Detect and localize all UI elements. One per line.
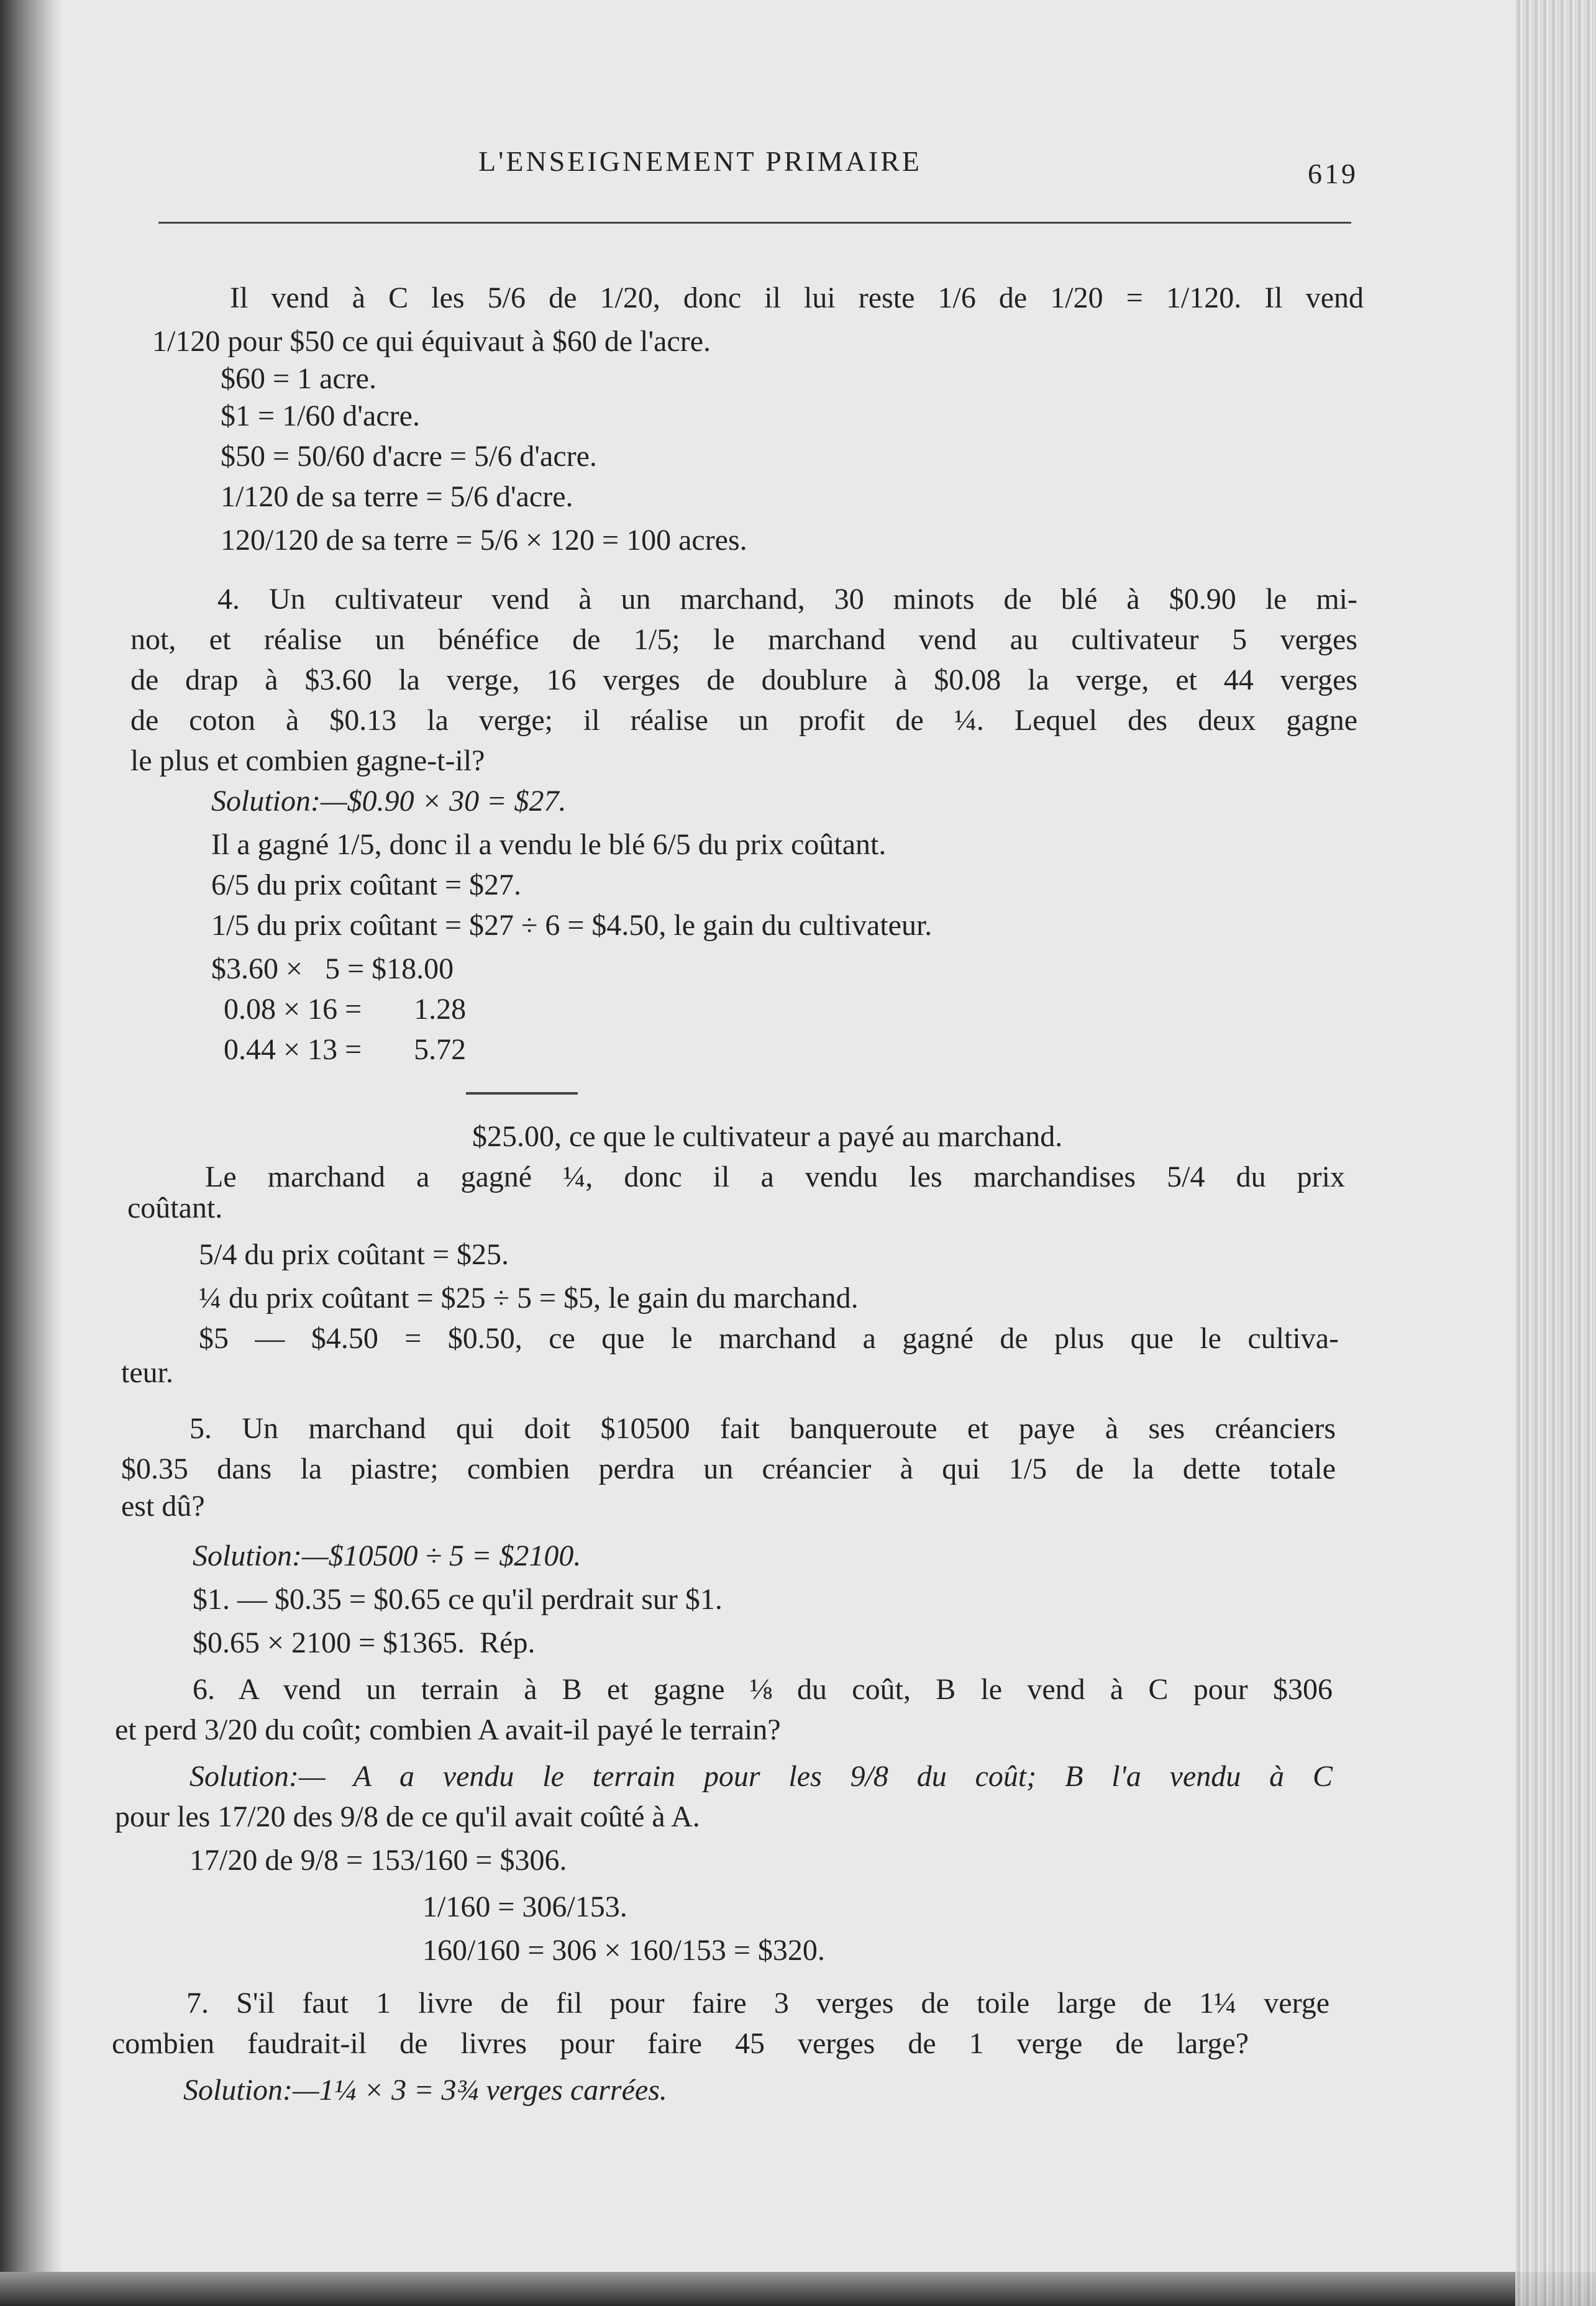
problem-7-line: combien faudrait-il de livres pour faire 45 verges de 1 verge de large? (112, 2027, 1249, 2060)
solution-line: Solution:— A a vendu le terrain pour les 9/8 du coût; B l'a vendu à C (189, 1760, 1333, 1793)
calc-line: 0.44 × 13 = 5.72 (224, 1033, 467, 1066)
text-line: 1/120 de sa terre = 5/6 d'acre. (221, 480, 573, 513)
solution-line: Le marchand a gagné ¼, donc il a vendu les marchandises 5/4 du prix (205, 1160, 1345, 1193)
solution-line: 1/5 du prix coûtant = $27 ÷ 6 = $4.50, le gain du cultivateur. (211, 909, 933, 942)
solution-line: $5 — $4.50 = $0.50, ce que le marchand a gagné de plus que le cultiva- (199, 1322, 1339, 1355)
problem-6-line: 6. A vend un terrain à B et gagne ⅛ du coût, B le vend à C pour $306 (193, 1673, 1333, 1706)
problem-5-line: est dû? (121, 1490, 205, 1523)
problem-4-line: le plus et combien gagne-t-il? (130, 744, 485, 777)
problem-5-line: $0.35 dans la piastre; combien perdra un créancier à qui 1/5 de la dette totale (121, 1452, 1336, 1485)
solution-line: Solution:—$10500 ÷ 5 = $2100. (193, 1539, 581, 1572)
solution-line: 1/160 = 306/153. (422, 1890, 627, 1923)
solution-line: pour les 17/20 des 9/8 de ce qu'il avait coûté à A. (115, 1800, 700, 1833)
solution-line: $0.65 × 2100 = $1365. Rép. (193, 1626, 536, 1659)
solution-line: Solution:—1¼ × 3 = 3¾ verges carrées. (183, 2074, 667, 2107)
solution-line: 160/160 = 306 × 160/153 = $320. (422, 1934, 825, 1967)
solution-line: $25.00, ce que le cultivateur a payé au marchand. (472, 1120, 1063, 1153)
solution-line: Solution:—$0.90 × 30 = $27. (211, 785, 567, 818)
text-line: 120/120 de sa terre = 5/6 × 120 = 100 acres. (221, 524, 747, 557)
problem-4-line: 4. Un cultivateur vend à un marchand, 30 minots de blé à $0.90 le mi- (217, 583, 1357, 616)
solution-line: teur. (121, 1356, 173, 1389)
solution-line: 17/20 de 9/8 = 153/160 = $306. (189, 1844, 567, 1877)
solution-line: coûtant. (127, 1192, 223, 1224)
calc-line: $3.60 × 5 = $18.00 (211, 952, 454, 985)
page-number: 619 (1308, 158, 1358, 189)
sum-rule (466, 1092, 578, 1095)
text-line: Il vend à C les 5/6 de 1/20, donc il lui reste 1/6 de 1/20 = 1/120. Il vend (230, 281, 1364, 314)
solution-line: ¼ du prix coûtant = $25 ÷ 5 = $5, le gain du marchand. (199, 1282, 859, 1315)
text-line: 1/120 pour $50 ce qui équivaut à $60 de l'acre. (152, 325, 711, 358)
problem-4-line: de coton à $0.13 la verge; il réalise un profit de ¼. Lequel des deux gagne (130, 704, 1357, 737)
running-header: L'ENSEIGNEMENT PRIMAIRE (478, 145, 923, 177)
text-line: $50 = 50/60 d'acre = 5/6 d'acre. (221, 440, 597, 473)
problem-4-line: de drap à $3.60 la verge, 16 verges de doublure à $0.08 la verge, et 44 verges (130, 663, 1357, 696)
problem-5-line: 5. Un marchand qui doit $10500 fait banqueroute et paye à ses créanciers (189, 1412, 1336, 1445)
text-line: $60 = 1 acre. (221, 362, 376, 395)
calc-line: 0.08 × 16 = 1.28 (224, 993, 467, 1026)
problem-6-line: et perd 3/20 du coût; combien A avait-il payé le terrain? (115, 1713, 781, 1746)
problem-4-line: not, et réalise un bénéfice de 1/5; le marchand vend au cultivateur 5 verges (130, 623, 1357, 656)
solution-line: Il a gagné 1/5, donc il a vendu le blé 6/5 du prix coûtant. (211, 828, 887, 861)
header-rule (158, 222, 1351, 224)
problem-7-line: 7. S'il faut 1 livre de fil pour faire 3 verges de toile large de 1¼ verge (186, 1987, 1329, 2020)
solution-line: 5/4 du prix coûtant = $25. (199, 1238, 509, 1271)
solution-line: $1. — $0.35 = $0.65 ce qu'il perdrait sur $1. (193, 1583, 723, 1616)
text-line: $1 = 1/60 d'acre. (221, 399, 420, 432)
solution-line: 6/5 du prix coûtant = $27. (211, 868, 522, 901)
